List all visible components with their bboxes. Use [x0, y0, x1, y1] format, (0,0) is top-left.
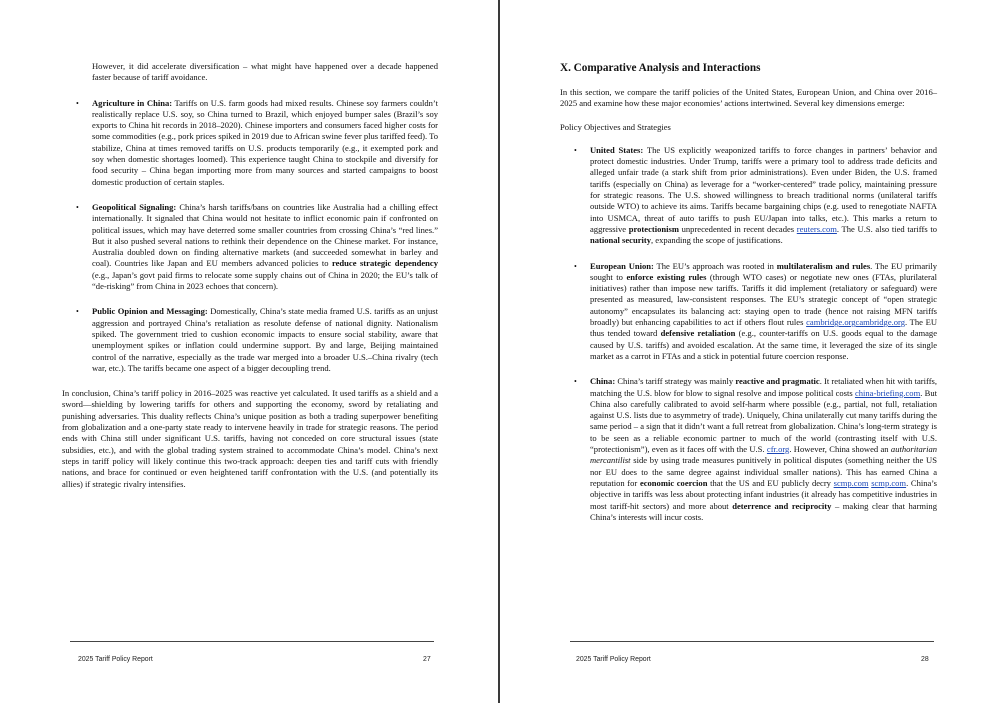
- conclusion-paragraph: In conclusion, China’s tariff policy in 2016–2025 was reactive yet calculated. It used tariffs as a shield and a sword—shielding by lowering tariffs for others and supporting the economy, sword by retaliating and punishing adversaries. This duality reflects China’s unique position as both a trading superpower benefiting from globalization and a one-party state ready to intervene heavily in trade for strategic reasons. The period ends with China still under significant U.S. tariffs, having not conceded on core structural issues (state subsidies, etc.), and with the global trading system strained to accommodate China’s model. China’s next steps in tariff policy will likely continue this two-track approach: deepen ties and tariff cuts with friendly nations, and brace for continued or even heightened tariff confrontation with the U.S. (and potentially its allies) if strategic rivalry intensifies.: [62, 388, 438, 489]
- comparison-bullet-list: [560, 145, 937, 523]
- bullet-text: The US explicitly weaponized tariffs to force changes in partners’ behavior and protect domestic industries. Under Trump, tariffs were a primary tool to address trade deficits and alleged unfair trade (a stark shift from prior administrations). Even under Biden, the U.S. framed tariffs (especially on China) as leverage for a “worker-centered” trade policy, maintaining pressure for strategic reasons. The U.S. showed willingness to breach traditional norms (unilateral tariffs outside WTO) to achieve its aims. Tariffs became bargaining chips (e.g. used to renegotiate NAFTA into USMCA, threat of auto tariffs to push EU/Japan into talks, etc.). This marks a return to aggressive: [590, 144, 938, 234]
- page-28: [500, 0, 998, 703]
- bullet-text: – making clear that harming China’s interests will incur costs.: [590, 500, 937, 522]
- list-item: [62, 98, 438, 188]
- scmp-link[interactable]: scmp.com: [833, 477, 869, 488]
- bullet-dot-icon: •: [574, 377, 577, 387]
- bullet-bold-phrase: protectionism: [628, 223, 679, 234]
- bullet-bold-phrase: national security: [590, 235, 652, 246]
- bullet-lead: Public Opinion and Messaging:: [92, 306, 208, 317]
- page-number: 27: [423, 656, 431, 663]
- bullet-lead: Geopolitical Signaling:: [92, 201, 177, 212]
- bullet-text: (e.g., counter-tariffs on U.S. goods equal to the damage caused by U.S. tariffs) and avoided escalation. At the same time, it leveraged the size of its single market as a carrot in FTAs and a stick in potential future coercion response.: [590, 328, 937, 361]
- section-heading: X. Comparative Analysis and Interactions: [560, 62, 761, 74]
- bullet-text: . China’s objective in tariffs was less about protecting infant industries (it already has competitive industries in most tariff-hit sectors) and more about: [590, 477, 938, 511]
- cambridge-link[interactable]: cambridge.orgcambridge.org: [806, 317, 905, 328]
- bullet-text: (through WTO cases) or negotiate new ones (FTAs, plurilateral initiatives) rather than impose new tariffs. Tariffs it did implement (retaliatory or safeguard) were presented as measured, law-consistent responses. The EU’s strategic concept of “open strategic autonomy” encapsulates its balancing act: staying open to trade (hence not raising MFN tariffs broadly) but enhancing capabilities to act if others flout rules: [590, 271, 937, 328]
- bullet-text: Tariffs on U.S. farm goods had mixed results. Chinese soy farmers couldn’t realistically replace U.S. soy, so China turned to Brazil, which enjoyed bumper sales (Brazil’s soy exports to China hit records in 2018–2020). Chinese importers and consumers faced higher costs for some commodities (e.g., pork prices spiked in 2019 due to African swine fever plus tariffed feed). To stabilize, China at times removed tariffs on U.S. products temporarily (e.g., it exempted pork and soy when domestic shortages loomed). This experience taught China to stockpile and diversify for food security – China began importing more from many sources and started campaigns to boost domestic production of certain staples.: [92, 97, 438, 187]
- bullet-text: . However, China showed an: [789, 444, 891, 455]
- page-number: 28: [921, 656, 929, 663]
- intro-paragraph: However, it did accelerate diversification – what might have happened over a decade happened faster because of tariff avoidance.: [92, 61, 438, 83]
- bullet-text: unprecedented in recent decades: [678, 223, 797, 234]
- bullet-dot-icon: •: [574, 261, 577, 271]
- bullet-lead: United States:: [590, 144, 644, 155]
- bullet-text: . But China also carefully calibrated to avoid self-harm where possible (e.g., partial, not full, retaliation against U.S. lists due to asymmetry of trade). Uniquely, China unilaterally cut many tariffs during the same period – a sign that it didn’t want a full retreat from globalization. China’s long-term strategy is to be seen as a reliable economic partner to much of the world (contrasting itself with U.S. “protectionism”), even as it faces off with the U.S.: [590, 387, 937, 455]
- bullet-bold-phrase: reactive and pragmatic: [735, 376, 820, 387]
- bullet-bold-phrase: deterrence and reciprocity: [732, 500, 832, 511]
- bullet-bold-phrase: economic coercion: [639, 477, 708, 488]
- bullet-bold-phrase: multilateralism and rules: [776, 260, 871, 271]
- bullet-text: China’s tariff strategy was mainly: [615, 376, 736, 387]
- list-item-united-states: [560, 145, 937, 247]
- page-27-body: [62, 61, 438, 490]
- impact-bullet-list: [62, 98, 438, 375]
- bullet-text: side by using trade measures punitively in political disputes (something neither the US nor EU does to the same degree against individual smaller nations). This has earned China a reputation for: [590, 455, 937, 488]
- bullet-text: . The U.S. also tied tariffs to: [836, 223, 937, 234]
- bullet-dot-icon: •: [76, 307, 79, 317]
- bullet-dot-icon: •: [76, 98, 79, 108]
- list-item-china: [560, 376, 937, 523]
- china-briefing-link[interactable]: china-briefing.com: [854, 387, 921, 398]
- list-item: [62, 306, 438, 374]
- page-28-body: [560, 61, 937, 523]
- subheading: Policy Objectives and Strategies: [560, 121, 671, 132]
- bullet-bold-phrase: reduce strategic dependency: [331, 258, 438, 269]
- scmp-link[interactable]: scmp.com: [871, 477, 907, 488]
- bullet-dot-icon: •: [76, 202, 79, 212]
- bullet-text: Domestically, China’s state media framed U.S. tariffs as an unjust aggression and portrayed China’s retaliation as resolute defense of national dignity. Nationalism spiked. The government tried to cushion economic impacts to ensure social stability, aware that unemployment spikes or inflation could undermine support. By and large, Beijing maintained control of the narrative, especially as the trade war merged into a broader U.S.–China rivalry (tech war, etc.). The tariffs became one aspect of a bigger decoupling trend.: [92, 306, 439, 373]
- bullet-text: . It retaliated when hit with tariffs, matching the U.S. blow for blow to signal resolve and impose political costs: [590, 376, 938, 398]
- bullet-bold-phrase: defensive retaliation: [660, 328, 736, 339]
- footer-title: 2025 Tariff Policy Report: [576, 656, 651, 663]
- section-intro: In this section, we compare the tariff policies of the United States, European Union, and China over 2016–2025 and examine how these major economies’ actions intertwined. Several key dimensions emerge:: [560, 87, 937, 109]
- bullet-text: The EU’s approach was rooted in: [653, 260, 777, 271]
- list-item-european-union: [560, 261, 937, 363]
- bullet-text: (e.g., Japan’s govt paid firms to relocate some supply chains out of China in 2020; the EU’s talk of “de-risking” from China in 2023 echoes that concern).: [92, 269, 438, 292]
- bullet-dot-icon: •: [574, 145, 577, 155]
- bullet-italic-phrase: authoritarian mercantilist: [590, 444, 937, 466]
- footer-divider: [570, 641, 934, 642]
- list-item: [62, 202, 438, 292]
- footer-divider: [70, 641, 434, 642]
- bullet-text: that the US and EU publicly decry: [707, 477, 834, 488]
- bullet-lead: European Union:: [590, 260, 654, 271]
- bullet-text: . The EU primarily sought to: [590, 260, 937, 282]
- bullet-text: , expanding the scope of justifications.: [651, 235, 783, 246]
- reuters-link[interactable]: reuters.com: [796, 223, 837, 234]
- bullet-lead: Agriculture in China:: [92, 97, 173, 108]
- bullet-lead: China:: [590, 376, 616, 387]
- bullet-text: . The EU thus tended toward: [590, 317, 938, 339]
- footer-title: 2025 Tariff Policy Report: [78, 656, 153, 663]
- page-27: [0, 0, 498, 703]
- cfr-link[interactable]: cfr.org: [766, 444, 790, 455]
- bullet-bold-phrase: enforce existing rules: [626, 271, 707, 282]
- bullet-text: China’s harsh tariffs/bans on countries like Australia had a chilling effect internationally. It signaled that China would not hesitate to inflict economic pain if confronted on political issues, which may have deterred some smaller countries from crossing China’s “red lines.” But it also pushed several nations to rethink their dependence on the Chinese market. For instance, Australia doubled down on finding alternative markets (and succeeded somewhat in barley and coal). Countries like Japan and EU members advanced policies to: [92, 201, 439, 269]
